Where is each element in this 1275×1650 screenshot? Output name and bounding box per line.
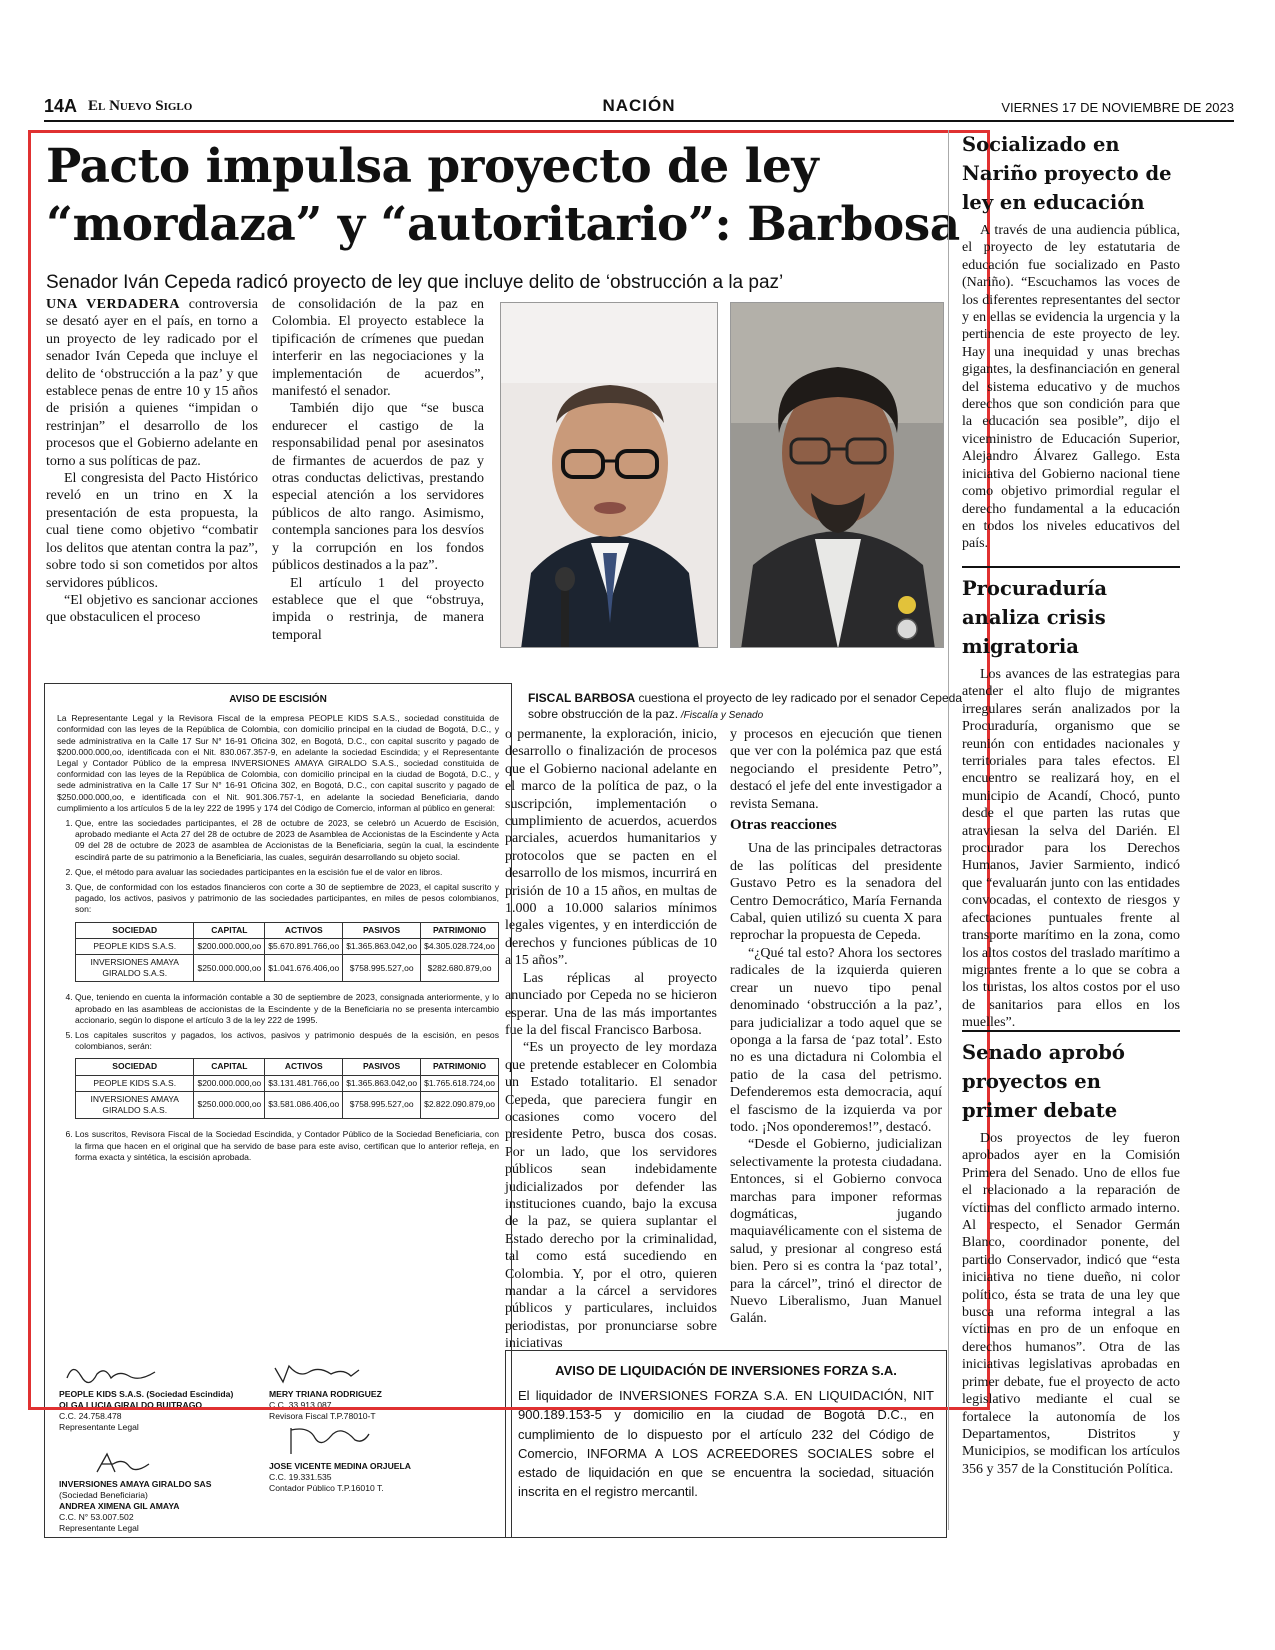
notice-title: AVISO DE ESCISIÓN: [229, 694, 327, 705]
signer-id: C.C. N° 53.007.502: [59, 1512, 134, 1522]
liquidation-title: AVISO DE LIQUIDACIÓN DE INVERSIONES FORZA S.A.: [555, 1363, 897, 1378]
signer-company-role: (Sociedad Beneficiaria): [59, 1490, 148, 1500]
paragraph: “Desde el Gobierno, judicializan selectivamente la protesta ciudadana. Entonces, si el Gobierno convoca marchas para imponer reformas dogmáticas, jugando maquiavélicamente con el sistema de salud, y presionar al congreso está bien. Pero si es contra la ‘paz total’, para la cárcel”, trinó el director de Nuevo Liberalismo, Juan Manuel Galán.: [730, 1137, 942, 1327]
signature-block-4: [269, 1424, 489, 1494]
paragraph: El artículo 1 del proyecto establece que el que “obstruya, impida o restrinja, de manera temporal: [272, 575, 484, 643]
article-column-2: [272, 296, 484, 644]
notice-item: 4. Que, teniendo en cuenta la información contable a 30 de septiembre de 2023, consignada anteriormente, y lo aprobado en las asambleas de accionistas de la Escindente y de la Beneficiaria no se presenta intercambio accionario, según lo dispone el artículo 3 de la ley 222 de 1995.: [75, 992, 499, 1026]
notice-item-text: Los capitales suscritos y pagados, los activos, pasivos y patrimonio después de la escisión, en pesos colombianos, serán:: [75, 1030, 499, 1052]
page-header: [44, 96, 1234, 122]
paragraph: y procesos en ejecución que tienen que ver con la polémica paz que está negociando el presidente Petro”, destacó el jefe del ente investigador a revista Semana.: [730, 727, 942, 812]
signer-name: ANDREA XIMENA GIL AMAYA: [59, 1501, 180, 1511]
notice-item: 1. Que, entre las sociedades participantes, el 28 de octubre de 2023, se celebró un Acuerdo de Escisión, aprobado mediante el Acta 27 del 28 de octubre de 2023 de Asamblea de Accionistas de la Escindente y Acta 09 del 28 de octubre de 2023 de asamblea de Accionistas de la Beneficiaria, según la cual, la escindente escindirá parte de su patrimonio a la Beneficiaria, las cuales, seguirán desarrollando su objeto social.: [75, 818, 499, 863]
column-header: PATRIMONIO: [421, 1059, 499, 1075]
notice-items: [75, 818, 499, 1163]
sidebar-body-1: A través de una audiencia pública, el proyecto de ley estatutaria de educación fue socializado en Pasto (Nariño). “Escuchamos las voces de los diferentes representantes del sector y en ellas se evidencia la urgencia y la pertinencia de este proyecto de ley. Hay una inequidad y unas brechas gigantes, la desfinanciación en general del sistema educativo y de muchos derechos que son condición para que la educación sea posible”, dijo el viceministro de Educación Superior, Alejandro Álvarez Gallego. Esta iniciativa del Gobierno nacional tiene como objetivo primordial regular el derecho fundamental a la educación en todos los niveles educativos del país.: [962, 223, 1180, 552]
section-subhead: Otras reacciones: [730, 817, 837, 834]
signer-role: Representante Legal: [59, 1422, 139, 1432]
table-cell: $758.995.527,oo: [343, 955, 421, 982]
table-row: [76, 955, 499, 982]
signer-id: C.C. 24.758.478: [59, 1411, 122, 1421]
table-row: [76, 1091, 499, 1118]
signature-scribble: [269, 1360, 389, 1386]
table-cell: $250.000.000,oo: [194, 1091, 265, 1118]
table-cell: INVERSIONES AMAYA GIRALDO S.A.S.: [76, 1091, 194, 1118]
column-header: CAPITAL: [194, 1059, 265, 1075]
notice-intro: La Representante Legal y la Revisora Fiscal de la empresa PEOPLE KIDS S.A.S., sociedad constituida de conformidad con las leyes de la República de Colombia, con domicilio principal en la ciudad de Bogotá, D.C., y sede administrativa en la Calle 17 Sur N° 16-91 Oficina 302, en Bogotá, D.C., con capital suscrito y pagado de $200.000.000,oo, identificada con el Nit. 830.067.357-9, en adelante la sociedad Escindida; y el Representante Legal y Contador Público de la empresa INVERSIONES AMAYA GIRALDO S.A.S., sociedad constituida de conformidad con las leyes de la República de Colombia, con domicilio principal en la ciudad de Bogotá, D.C., y sede administrativa en la Calle 17 Sur N° 16-91 Oficina 302, en Bogotá, D.C., con capital suscrito y pagado de $250.000.000,oo, e identificada con el Nit. 901.306.757-1, en adelante la sociedad Beneficiaria, dando cumplimiento a los artículos 5 de la ley 222 de 1995 y 174 del Código de Comercio, informan al público en general:: [57, 713, 499, 813]
paragraph-text: controversia se desató ayer en el país, en torno a un proyecto de ley radicado por el senador Iván Cepeda que incluye el delito de ‘obstrucción a la paz’ y que establece penas de entre 10 y 15 años de prisión a quienes “impidan o restrinjan” el desarrollo de los procesos que el Gobierno adelante en torno a sus políticas de paz.: [46, 297, 258, 469]
headline-line-2: “mordaza” y “autoritario”: Barbosa: [46, 197, 960, 252]
table-cell: $758.995.527,oo: [343, 1091, 421, 1118]
table-cell: $282.680.879,oo: [421, 955, 499, 982]
portrait-illustration-1: [501, 303, 718, 648]
signature-block-2: [269, 1360, 469, 1422]
column-header: ACTIVOS: [265, 922, 343, 938]
notice-item: [75, 882, 499, 982]
article-headline: [46, 138, 976, 254]
paragraph: “El objetivo es sancionar acciones que obstaculicen el proceso: [46, 592, 258, 626]
signature-scribble: [59, 1450, 159, 1476]
paragraph: de consolidación de la paz en Colombia. El proyecto establece la tipificación de crímenes que puedan interferir en las negociaciones y la implementación de acuerdos”, manifestó el senador.: [272, 297, 484, 400]
headline-line-1: Pacto impulsa proyecto de ley: [46, 139, 819, 194]
sidebar-divider: [948, 130, 949, 1530]
notice-item: 2. Que, el método para avaluar las sociedades participantes en la escisión fue el de valor en libros.: [75, 867, 499, 878]
table-cell: $1.765.618.724,oo: [421, 1075, 499, 1091]
paragraph: También dijo que “se busca endurecer el castigo de la responsabilidad penal por asesinatos de firmantes de acuerdos de paz y otras conductas delictivas, prestando especial atención a los servidores públicos de alto rango. Asimismo, contempla sanciones para los desvíos y la corrupción en los fondos públicos destinados a la paz”.: [272, 401, 484, 574]
sidebar-title-1: Socializado en Nariño proyecto de ley en educación: [962, 133, 1172, 214]
table-cell: $1.041.676.406,oo: [265, 955, 343, 982]
paragraph: “¿Qué tal esto? Ahora los sectores radicales de la izquierda quieren crear un nuevo tipo penal denominado ‘obstrucción a la paz’, para judicializar a todo aquel que se oponga a la farsa de ‘paz total’. Esto no es una dictadura ni Colombia el patio de la casa del petrismo. Defenderemos esta democracia, aquí el fascismo de la izquierda va por todo. ¡Nos oponderemos!”, destacó.: [730, 945, 942, 1135]
table-header-row: [76, 922, 499, 938]
table-cell: $250.000.000,oo: [194, 955, 265, 982]
table-cell: PEOPLE KIDS S.A.S.: [76, 1075, 194, 1091]
signature-block-1: [59, 1360, 259, 1433]
header-rule: [44, 120, 1234, 122]
sidebar-title-3: Senado aprobó proyectos en primer debate: [962, 1041, 1125, 1122]
signer-id: C.C. 33.913.087: [269, 1400, 332, 1410]
signer-company: INVERSIONES AMAYA GIRALDO SAS: [59, 1479, 212, 1489]
notice-escision: [44, 683, 512, 1538]
article-column-4: [730, 726, 942, 1328]
signer-company: PEOPLE KIDS S.A.S. (Sociedad Escindida): [59, 1389, 234, 1399]
signature-block-3: [59, 1450, 279, 1534]
column-header: PASIVOS: [343, 922, 421, 938]
liquidation-body: El liquidador de INVERSIONES FORZA S.A. EN LIQUIDACIÓN, NIT 900.189.153-5 y domicilio en la ciudad de Bogotá D.C., en cumplimiento de lo dispuesto por el artículo 232 del Código de Comercio, INFORMA A LOS ACREEDORES SOCIALES sobre el estado de liquidación en que se encuentra la sociedad, situación inscrita en el registro mercantil.: [518, 1388, 934, 1500]
lead-words: UNA VERDADERA: [46, 297, 181, 312]
sidebar-separator: [962, 566, 1180, 568]
section-name: NACIÓN: [602, 96, 676, 115]
caption-text: cuestiona el proyecto de ley radicado por el senador Cepeda sobre obstrucción de la paz.: [528, 691, 963, 721]
column-header: PATRIMONIO: [421, 922, 499, 938]
column-header: SOCIEDAD: [76, 922, 194, 938]
paragraph: El congresista del Pacto Histórico reveló en un trino en X la presentación de esta propuesta, la cual tiene como objetivo “combatir los delitos que atentan contra la paz”, sobre todo si son cometidos por altos servidores públicos.: [46, 471, 258, 591]
signer-id: C.C. 19.331.535: [269, 1472, 332, 1482]
column-header: SOCIEDAD: [76, 1059, 194, 1075]
table-row: [76, 1075, 499, 1091]
photo-fiscal-barbosa: [500, 302, 718, 648]
column-header: ACTIVOS: [265, 1059, 343, 1075]
table-cell: $3.581.086.406,oo: [265, 1091, 343, 1118]
signer-name: MERY TRIANA RODRIGUEZ: [269, 1389, 382, 1399]
page-number: 14A: [44, 96, 78, 116]
column-header: PASIVOS: [343, 1059, 421, 1075]
signature-scribble: [269, 1424, 379, 1458]
sidebar-title-2: Procuraduría analiza crisis migratoria: [962, 577, 1108, 658]
paragraph: [46, 296, 258, 470]
signer-role: Representante Legal: [59, 1523, 139, 1533]
table-cell: PEOPLE KIDS S.A.S.: [76, 938, 194, 954]
capital-table-before: [75, 922, 499, 983]
table-cell: $200.000.000,oo: [194, 1075, 265, 1091]
table-cell: $2.822.090.879,oo: [421, 1091, 499, 1118]
table-cell: $200.000.000,oo: [194, 938, 265, 954]
article-column-1: [46, 296, 258, 627]
paragraph: “Es un proyecto de ley mordaza que pretende establecer en Colombia un Estado totalitario. El senador Cepeda, que pareciera fungir en ocasiones como vocero del presidente Petro, busca dos cosas. Por un lado, que los servidores públicos sean indebidamente judicializados por defender las instituciones cuando, bajo la excusa de la paz, se quiera suplantar el Estado derecho por la criminalidad, tal como está sucediendo en Colombia. Y, por el otro, quieren mandar a la cárcel a servidores públicos y particulares, incluidos periodistas, por pronunciarse sobre iniciativas: [505, 1040, 717, 1352]
signer-name: OLGA LUCIA GIRALDO BUITRAGO: [59, 1400, 203, 1410]
caption-lead: FISCAL BARBOSA: [528, 691, 636, 705]
sidebar-separator: [962, 1030, 1180, 1032]
column-header: CAPITAL: [194, 922, 265, 938]
capital-table-after: [75, 1058, 499, 1119]
table-cell: $5.670.891.766,oo: [265, 938, 343, 954]
sidebar-body-3: Dos proyectos de ley fueron aprobados ayer en la Comisión Primera del Senado. Uno de ellos fue el relacionado a la reparación de víctimas del conflicto armado interno. Al respecto, el Senador Germán Blanco, coordinador ponente, del partido Conservador, indicó que “esta iniciativa no tiene dueño, ni color político, ésta se trata de una ley que busca una reforma integral a las víctimas en pro de un enfoque en derechos humanos”. Otra de las iniciativas legislativas aprobadas en primer debate, fue el proyecto de acto legislativo mediante el cual se fortalece la autonomía de los Departamentos, Distritos y Municipios, se modifican los artículos 356 y 357 de la Constitución Política.: [962, 1131, 1180, 1477]
table-cell: $1.365.863.042,oo: [343, 938, 421, 954]
notice-item: [75, 1030, 499, 1119]
newspaper-name: El Nuevo Siglo: [88, 98, 193, 114]
article-column-3: [505, 726, 717, 1353]
notice-item-text: Que, de conformidad con los estados financieros con corte a 30 de septiembre de 2023, el capital suscrito y pagado, los activos, pasivos y patrimonio de las sociedades participantes, en miles de pesos colombianos, son:: [75, 882, 499, 915]
signature-scribble: [59, 1360, 179, 1386]
sidebar-body-2: Los avances de las estrategias para atender el alto flujo de migrantes irregulares serán analizados por la Procuraduría, organismo que se reunión con entidades nacionales y territoriales para tales efectos. El encuentro se realizará hoy, en el municipio de Acandí, Chocó, punto desde el que parten las rutas que atraviesan la selva del Darién. El procurador para los Derechos Humanos, Javier Sarmiento, indicó que “evaluarán junto con las entidades convocadas, el contexto de riesgos y afectaciones puntuales frente al transporte marítimo en la zona, como los altos costos del traslado marítimo a migrantes frente a lo que se cobra a los turistas, los altos costos por el uso de sanitarios para ellos en los muelles”.: [962, 667, 1180, 1031]
photo-senador-cepeda: [730, 302, 944, 648]
article-subhead: Senador Iván Cepeda radicó proyecto de ley que incluye delito de ‘obstrucción a la paz’: [46, 272, 784, 293]
table-cell: $3.131.481.766,oo: [265, 1075, 343, 1091]
notice-liquidacion: [505, 1350, 947, 1538]
table-row: [76, 938, 499, 954]
signer-role: Revisora Fiscal T.P.78010-T: [269, 1411, 376, 1421]
issue-date: VIERNES 17 DE NOVIEMBRE DE 2023: [1001, 100, 1234, 115]
table-header-row: [76, 1059, 499, 1075]
portrait-illustration-2: [731, 303, 944, 648]
caption-credit: /Fiscalía y Senado: [678, 710, 764, 721]
table-cell: INVERSIONES AMAYA GIRALDO S.A.S.: [76, 955, 194, 982]
notice-item: 6. Los suscritos, Revisora Fiscal de la Sociedad Escindida, y Contador Público de la Sociedad Beneficiaria, con la firma que hacen en el original que ha servido de base para este aviso, certifican que lo anterior refleja, en forma exacta y sintética, la escisión aprobada.: [75, 1129, 499, 1163]
paragraph: Las réplicas al proyecto anunciado por Cepeda no se hicieron esperar. Una de las más importantes fue la del fiscal Francisco Barbosa.: [505, 970, 717, 1038]
table-cell: $4.305.028.724,oo: [421, 938, 499, 954]
paragraph: Una de las principales detractoras de las políticas del presidente Gustavo Petro es la senadora del Centro Democrático, María Fernanda Cabal, quien utilizó su cuenta X para reprochar la propuesta de Cepeda.: [730, 841, 942, 944]
signer-name: JOSE VICENTE MEDINA ORJUELA: [269, 1461, 411, 1471]
paragraph: o permanente, la exploración, inicio, desarrollo o finalización de procesos que el Gobierno nacional adelante en el marco de la política de paz, o la suscripción, implementación o cumplimiento de acuerdos, acuerdos parciales, acuerdos humanitarios y protocolos que se pacten en el desarrollo de los mismos, incurrirá en prisión de 10 a 15 años, en multas de 1.000 a 10.000 salarios mínimos legales vigentes, y en interdicción de derechos y funciones públicas de 10 a 15 años”.: [505, 727, 717, 969]
signer-role: Contador Público T.P.16010 T.: [269, 1483, 384, 1493]
photo-caption: [528, 690, 988, 724]
table-cell: $1.365.863.042,oo: [343, 1075, 421, 1091]
